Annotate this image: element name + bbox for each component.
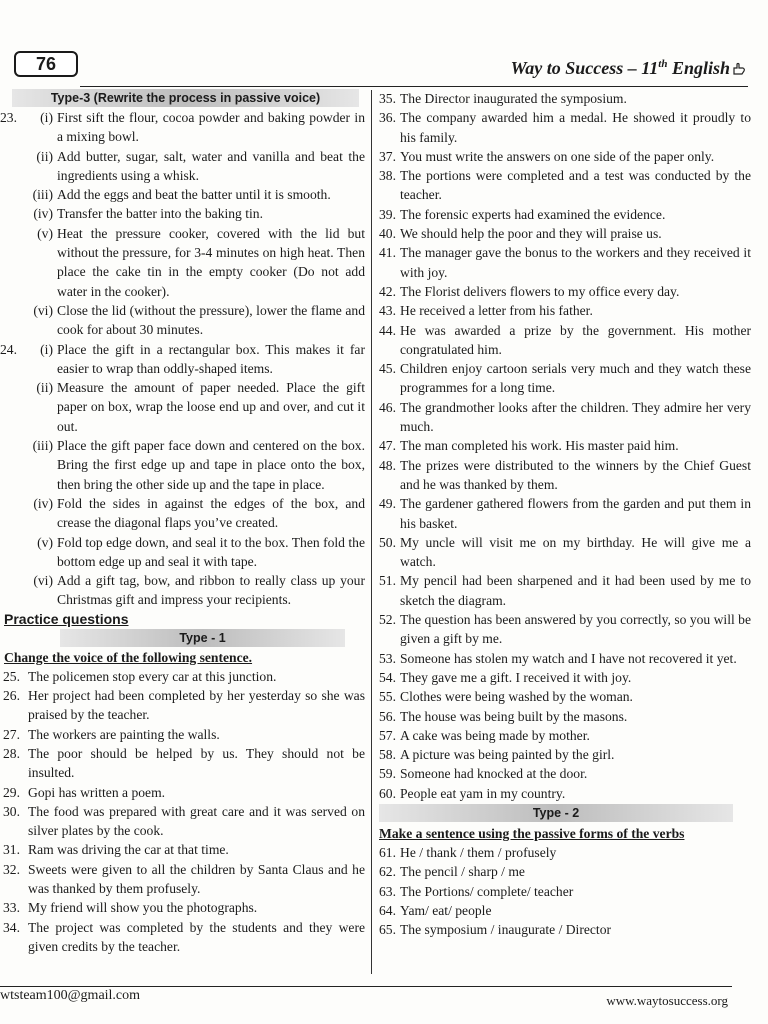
item-text: He received a letter from his father. (400, 303, 593, 319)
item-number: 62. (379, 864, 396, 880)
item-text: The project was completed by the students and they were given credits by the teacher. (28, 919, 365, 954)
step-numeral: (ii) (36, 380, 53, 396)
step-numeral: (ii) (36, 148, 53, 164)
sentence-item (379, 205, 751, 224)
step-text: Close the lid (without the pressure), lower the flame and cook for about 30 minutes. (57, 302, 365, 338)
sentence-item (379, 920, 751, 939)
item-number: 33. (3, 900, 20, 916)
item-text: The workers are painting the walls. (28, 726, 220, 742)
type2-instruction: Make a sentence using the passive forms of the verbs (379, 825, 685, 841)
item-number: 65. (379, 922, 396, 938)
type2-band: Type - 2 (379, 804, 733, 822)
item-text: The forensic experts had examined the evidence. (400, 206, 666, 222)
sentence-item (379, 668, 751, 687)
sentence-item (0, 860, 365, 899)
item-text: The man completed his work. His master paid him. (400, 438, 679, 454)
sentence-item (0, 918, 365, 957)
sentence-item (0, 783, 365, 802)
item-text: The Portions/ complete/ teacher (400, 883, 574, 899)
item-number: 61. (379, 844, 396, 860)
item-number: 28. (3, 745, 20, 761)
sentence-item (379, 571, 751, 610)
item-text: The policemen stop every car at this junction. (28, 668, 277, 684)
item-number: 45. (379, 361, 396, 377)
sentence-item (379, 282, 751, 301)
item-text: The pencil / sharp / me (400, 864, 525, 880)
footer-email[interactable]: wtsteam100@gmail.com (0, 988, 141, 1003)
item-number: 40. (379, 226, 396, 242)
item-number: 47. (379, 438, 396, 454)
item-text: The prizes were distributed to the winners by the Chief Guest and he was thanked by them. (400, 457, 751, 492)
item-number: 35. (379, 91, 396, 106)
process-step (23, 494, 365, 533)
item-text: A cake was being made by mother. (400, 727, 590, 743)
sentence-item (379, 610, 751, 649)
item-text: The company awarded him a medal. He showed it proudly to his family. (400, 110, 751, 145)
item-text: Ram was driving the car at that time. (28, 842, 229, 858)
item-text: We should help the poor and they will praise us. (400, 226, 662, 242)
step-text: Heat the pressure cooker, covered with the lid but without the pressure, for 3-4 minutes on high heat. Then place the cake tin in the empty cooker (Do not add water in the cooker). (57, 225, 365, 299)
item-number: 50. (379, 534, 396, 550)
process-step (23, 533, 365, 572)
item-number: 64. (379, 902, 396, 918)
header-rule (80, 86, 748, 87)
process-step (23, 571, 365, 610)
sentence-item (379, 784, 751, 803)
item-number: 38. (379, 168, 396, 184)
step-numeral: (v) (37, 534, 53, 550)
item-text: Gopi has written a poem. (28, 784, 166, 800)
sentence-item (379, 398, 751, 437)
process-step (23, 147, 365, 186)
sentence-item (379, 321, 751, 360)
book-title: Way to Success – 11th English (511, 58, 746, 79)
item-text: The symposium / inaugurate / Director (400, 922, 612, 938)
item-text: Yam/ eat/ people (400, 902, 492, 918)
item-number: 27. (3, 726, 20, 742)
item-number: 44. (379, 322, 396, 338)
item-text: Children enjoy cartoon serials very much and they watch these programmes for a long time. (400, 361, 751, 396)
item-number: 46. (379, 399, 396, 415)
step-text: Transfer the batter into the baking tin. (57, 206, 264, 222)
sentence-item (379, 436, 751, 455)
item-number: 52. (379, 612, 396, 628)
sentence-item (0, 686, 365, 725)
sentence-item (379, 533, 751, 572)
sentence-item (379, 224, 751, 243)
step-text: Add the eggs and beat the batter until it is smooth. (57, 187, 331, 203)
step-numeral: (iii) (32, 187, 53, 203)
item-number: 56. (379, 708, 396, 724)
sentence-item (0, 744, 365, 783)
item-text: My uncle will visit me on my birthday. He will give me a watch. (400, 534, 751, 570)
sentence-item (379, 764, 751, 783)
type1-band: Type - 1 (60, 629, 345, 647)
item-text: A picture was being painted by the girl. (400, 747, 615, 763)
type1-instruction: Change the voice of the following sentence. (4, 649, 253, 665)
item-number: 36. (379, 110, 396, 126)
sentence-item (379, 147, 751, 166)
item-number: 26. (3, 688, 20, 704)
step-numeral: (vi) (33, 573, 53, 589)
page-number: 76 (14, 51, 78, 77)
item-text: The house was being built by the masons. (400, 708, 628, 724)
question-24 (0, 340, 365, 610)
item-text: He was awarded a prize by the government. His mother congratulated him. (400, 322, 751, 357)
sentence-item (379, 687, 751, 706)
item-text: The grandmother looks after the children. They admire her very much. (400, 399, 751, 435)
item-number: 49. (379, 496, 396, 512)
sentence-item (379, 649, 751, 668)
item-number: 25. (3, 668, 20, 684)
sentence-item (379, 166, 751, 205)
item-text: People eat yam in my country. (400, 785, 566, 801)
sentence-item (379, 882, 751, 901)
sentence-item (379, 456, 751, 495)
item-text: The gardener gathered flowers from the garden and put them in his basket. (400, 496, 751, 531)
footer-rule (0, 986, 732, 987)
left-column (0, 89, 365, 956)
step-text: Fold the sides in against the edges of the box, and crease the diagonal flaps you’ve created. (57, 495, 365, 531)
step-text: Add a gift tag, bow, and ribbon to really class up your Christmas gift and impress your recipients. (57, 573, 365, 608)
sentence-item (0, 667, 365, 686)
step-text: Fold top edge down, and seal it to the box. Then fold the bottom edge up and seal it with tape. (57, 534, 365, 569)
sentence-item (379, 243, 751, 282)
step-numeral: (vi) (33, 302, 53, 318)
step-text: First sift the flour, cocoa powder and baking powder in a mixing bowl. (57, 110, 365, 145)
item-text: The Director inaugurated the symposium. (400, 91, 627, 106)
sentence-item (0, 725, 365, 744)
sentence-item (379, 301, 751, 320)
item-number: 55. (379, 689, 396, 705)
item-text: Her project had been completed by her yesterday so she was praised by the teacher. (28, 688, 365, 723)
step-text: Add butter, sugar, salt, water and vanilla and beat the ingredients using a whisk. (57, 148, 365, 183)
sentence-item (0, 898, 365, 917)
right-column (379, 89, 751, 939)
item-text: The poor should be helped by us. They should not be insulted. (28, 745, 365, 781)
process-step (23, 108, 365, 147)
column-divider (371, 90, 372, 974)
item-number: 60. (379, 785, 396, 801)
item-text: The question has been answered by you correctly, so you will be given a gift by me. (400, 612, 751, 647)
process-step (23, 204, 365, 223)
step-text: Measure the amount of paper needed. Place the gift paper on box, wrap the loose end up and over, and cut it out. (57, 380, 365, 434)
pointing-hand-icon (732, 62, 746, 76)
process-step (23, 340, 365, 379)
question-23 (0, 108, 365, 340)
item-text: The manager gave the bonus to the workers and they received it with joy. (400, 245, 751, 280)
item-text: You must write the answers on one side of the paper only. (400, 148, 715, 164)
item-text: The food was prepared with great care and it was served on silver plates by the cook. (28, 803, 365, 839)
sentence-item (379, 843, 751, 862)
item-text: They gave me a gift. I received it with joy. (400, 669, 632, 685)
step-numeral: (iv) (33, 206, 53, 222)
sentence-item (379, 901, 751, 920)
practice-title: Practice questions (4, 610, 129, 627)
item-number: 58. (379, 747, 396, 763)
item-text: Clothes were being washed by the woman. (400, 689, 633, 705)
item-number: 59. (379, 766, 396, 782)
step-numeral: (iv) (33, 495, 53, 511)
process-step (23, 224, 365, 301)
footer-website[interactable]: www.waytosuccess.org (606, 993, 728, 1008)
item-number: 54. (379, 669, 396, 685)
item-number: 34. (3, 919, 20, 935)
item-number: 32. (3, 861, 20, 877)
item-number: 53. (379, 650, 396, 666)
item-number: 29. (3, 784, 20, 800)
process-step (23, 436, 365, 494)
sentence-item (379, 707, 751, 726)
process-step (23, 301, 365, 340)
item-number: 63. (379, 883, 396, 899)
item-number: 43. (379, 303, 396, 319)
item-text: Someone has stolen my watch and I have not recovered it yet. (400, 650, 737, 666)
question-number: 23. (0, 110, 17, 125)
step-numeral: (iii) (32, 438, 53, 454)
item-number: 31. (3, 842, 20, 858)
process-step (23, 185, 365, 204)
item-number: 39. (379, 206, 396, 222)
item-text: Sweets were given to all the children by Santa Claus and he was thanked by them profusely. (28, 861, 365, 896)
sentence-item (0, 802, 365, 841)
step-numeral: (i) (40, 341, 53, 357)
item-number: 42. (379, 283, 396, 299)
sentence-item (379, 862, 751, 881)
sentence-item (379, 359, 751, 398)
item-text: My friend will show you the photographs. (28, 900, 258, 916)
item-number: 30. (3, 803, 20, 819)
sentence-item (379, 726, 751, 745)
step-numeral: (v) (37, 225, 53, 241)
sentence-item (379, 494, 751, 533)
item-number: 37. (379, 148, 396, 164)
item-number: 57. (379, 727, 396, 743)
step-text: Place the gift paper face down and centered on the box. Bring the first edge up and tape in place onto the box, then bring the other side up and the tape in place. (57, 438, 365, 492)
item-number: 41. (379, 245, 396, 261)
item-text: My pencil had been sharpened and it had been used by me to sketch the diagram. (400, 573, 751, 608)
type3-band: Type-3 (Rewrite the process in passive voice) (12, 89, 359, 107)
item-text: The Florist delivers flowers to my office every day. (400, 283, 680, 299)
step-numeral: (i) (40, 110, 53, 125)
sentence-item (379, 89, 751, 108)
sentence-item (379, 108, 751, 147)
item-number: 51. (379, 573, 396, 589)
process-step (23, 378, 365, 436)
item-number: 48. (379, 457, 396, 473)
step-text: Place the gift in a rectangular box. This makes it far easier to wrap than oddly-shaped items. (57, 341, 365, 376)
item-text: The portions were completed and a test was conducted by the teacher. (400, 168, 751, 203)
question-number: 24. (0, 341, 17, 357)
item-text: He / thank / them / profusely (400, 844, 557, 860)
sentence-item (0, 840, 365, 859)
sentence-item (379, 745, 751, 764)
item-text: Someone had knocked at the door. (400, 766, 588, 782)
